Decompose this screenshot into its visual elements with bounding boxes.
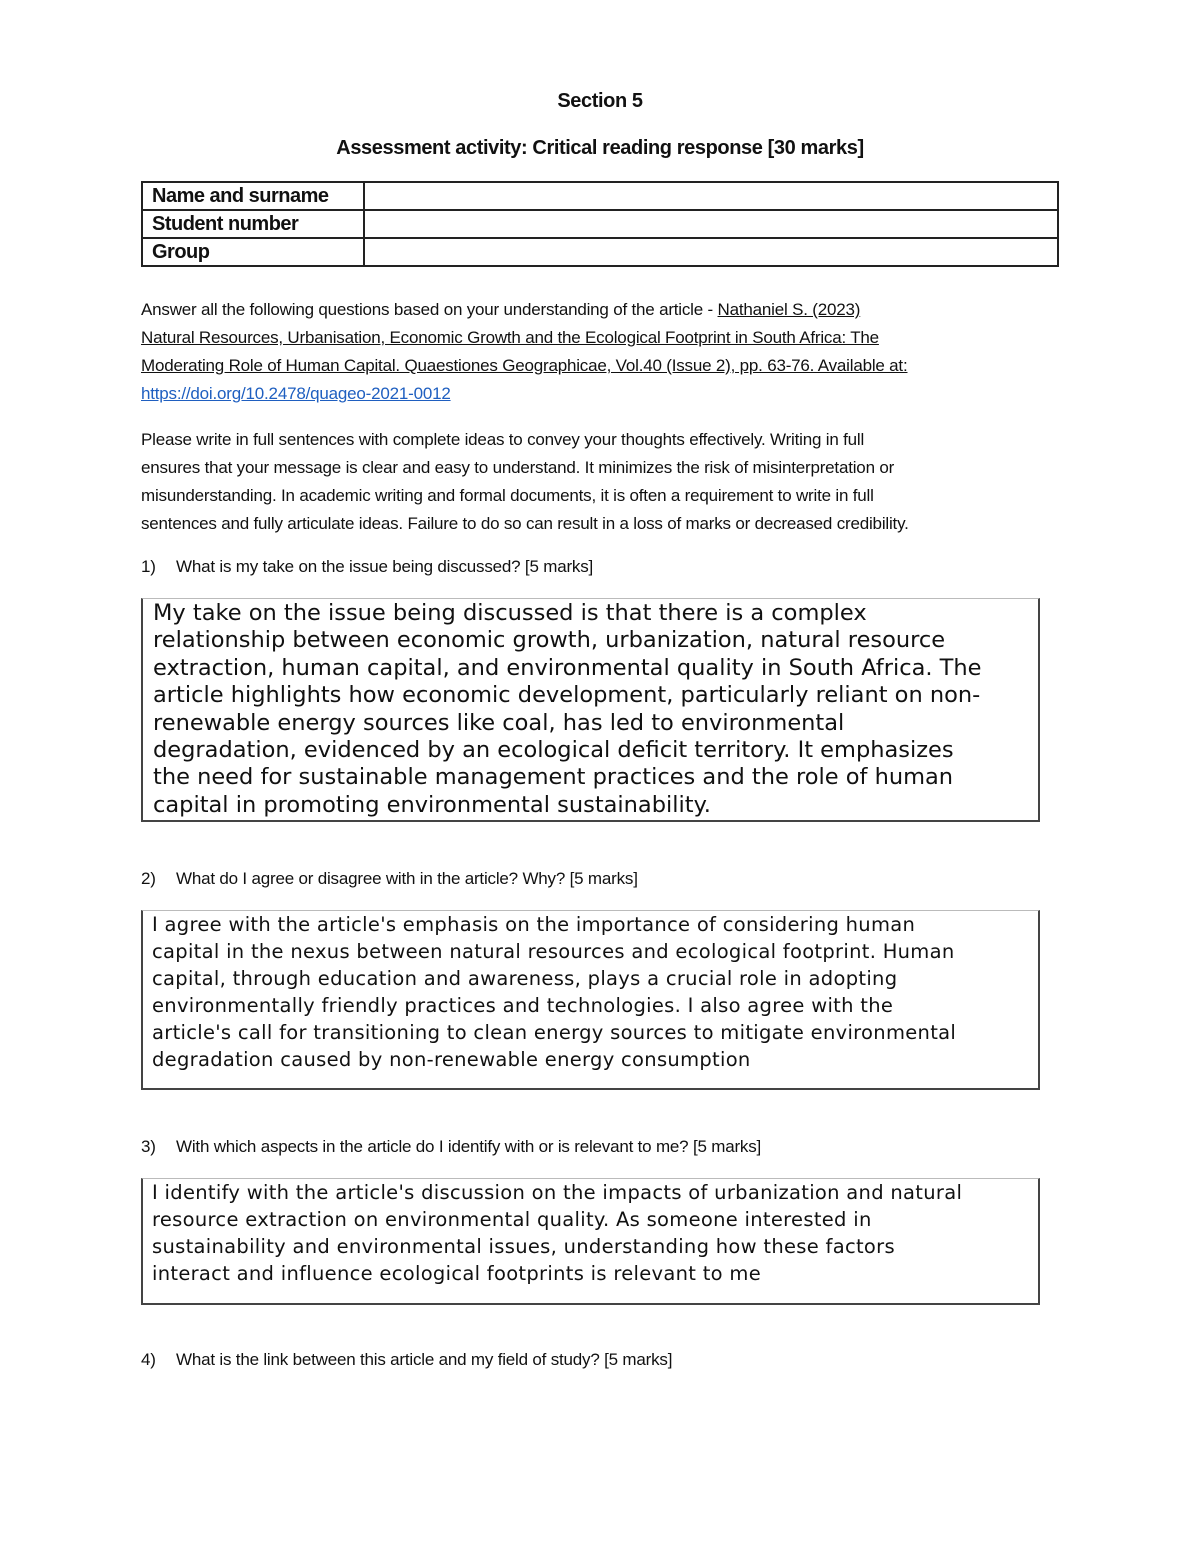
question-4	[141, 1350, 672, 1370]
answer-line: interact and influence ecological footprints is relevant to me	[152, 1262, 761, 1285]
question-number: 2)	[141, 869, 156, 888]
question-3	[141, 1137, 761, 1157]
intro-paragraph	[141, 296, 1061, 408]
answer-line: degradation caused by non-renewable energy consumption	[152, 1048, 751, 1071]
student-number-field[interactable]	[364, 210, 1058, 238]
answer-3-box[interactable]	[141, 1178, 1040, 1305]
question-number: 1)	[141, 557, 156, 576]
table-row	[142, 210, 1058, 238]
citation-line: Moderating Role of Human Capital. Quaestiones Geographicae, Vol.40 (Issue 2), pp. 63-76. Available at:	[141, 356, 908, 375]
answer-1-box[interactable]	[141, 598, 1040, 822]
question-text: What do I agree or disagree with in the article? Why? [5 marks]	[176, 869, 638, 888]
answer-line: article's call for transitioning to clean energy sources to mitigate environmental	[152, 1021, 957, 1044]
answer-line: article highlights how economic development, particularly reliant on non-	[153, 682, 981, 709]
table-row	[142, 182, 1058, 210]
answer-line: degradation, evidenced by an ecological deficit territory. It emphasizes	[153, 737, 954, 764]
group-label: Group	[142, 238, 364, 266]
answer-line: environmentally friendly practices and technologies. I also agree with the	[152, 994, 894, 1017]
student-info-table	[141, 181, 1059, 267]
question-2	[141, 869, 638, 889]
answer-line: capital in promoting environmental sustainability.	[153, 791, 711, 818]
instructions-paragraph	[141, 426, 1061, 538]
answer-line: sustainability and environmental issues, understanding how these factors	[152, 1235, 895, 1258]
answer-line: extraction, human capital, and environmental quality in South Africa. The	[153, 654, 982, 681]
answer-line: the need for sustainable management practices and the role of human	[153, 764, 954, 791]
instructions-line: sentences and fully articulate ideas. Failure to do so can result in a loss of marks or decreased credibility.	[141, 514, 909, 533]
answer-line: I identify with the article's discussion on the impacts of urbanization and natural	[152, 1181, 963, 1204]
question-number: 4)	[141, 1350, 156, 1369]
answer-line: capital, through education and awareness, plays a crucial role in adopting	[152, 967, 898, 990]
answer-line: resource extraction on environmental quality. As someone interested in	[152, 1208, 872, 1231]
question-1	[141, 557, 593, 577]
student-number-label: Student number	[142, 210, 364, 238]
doi-link[interactable]: https://doi.org/10.2478/quageo-2021-0012	[141, 384, 451, 403]
instructions-line: Please write in full sentences with complete ideas to convey your thoughts effectively. Writing in full	[141, 430, 865, 449]
answer-line: capital in the nexus between natural resources and ecological footprint. Human	[152, 940, 955, 963]
section-title: Section 5	[557, 90, 643, 112]
name-label: Name and surname	[142, 182, 364, 210]
answer-2-box[interactable]	[141, 910, 1040, 1090]
answer-line: renewable energy sources like coal, has led to environmental	[153, 709, 845, 736]
name-field[interactable]	[364, 182, 1058, 210]
activity-title: Assessment activity: Critical reading response [30 marks]	[336, 137, 864, 159]
answer-line: relationship between economic growth, urbanization, natural resource	[153, 627, 946, 654]
instructions-line: ensures that your message is clear and easy to understand. It minimizes the risk of misinterpretation or	[141, 458, 895, 477]
group-field[interactable]	[364, 238, 1058, 266]
question-text: What is the link between this article and my field of study? [5 marks]	[176, 1350, 673, 1369]
instructions-line: misunderstanding. In academic writing and formal documents, it is often a requirement to write in full	[141, 486, 874, 505]
table-row	[142, 238, 1058, 266]
intro-prefix: Answer all the following questions based on your understanding of the article -	[141, 300, 718, 319]
question-text: What is my take on the issue being discussed? [5 marks]	[176, 557, 594, 576]
citation-line: Natural Resources, Urbanisation, Economic Growth and the Ecological Footprint in South Africa: The	[141, 328, 879, 347]
answer-line: I agree with the article's emphasis on the importance of considering human	[152, 913, 916, 936]
question-number: 3)	[141, 1137, 156, 1156]
question-text: With which aspects in the article do I identify with or is relevant to me? [5 marks]	[176, 1137, 762, 1156]
citation-line: Nathaniel S. (2023)	[717, 300, 861, 319]
answer-line: My take on the issue being discussed is that there is a complex	[153, 600, 867, 626]
